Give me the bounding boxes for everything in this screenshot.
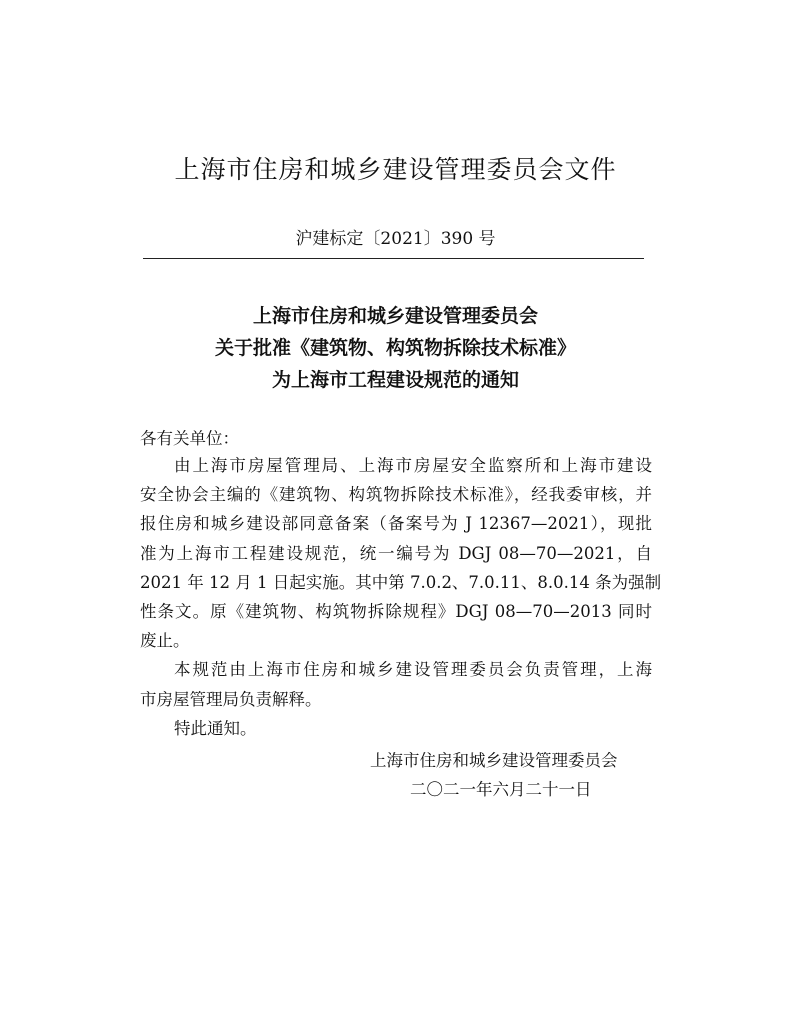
issue-date: 二〇二一年六月二十一日 bbox=[410, 780, 592, 799]
body-line: 本规范由上海市住房和城乡建设管理委员会负责管理，上海 bbox=[174, 660, 652, 680]
header-separator-line bbox=[143, 258, 644, 259]
body-line: 市房屋管理局负责解释。 bbox=[140, 689, 322, 709]
body-line: 报住房和城乡建设部同意备案（备案号为 J 12367—2021），现批 bbox=[140, 514, 652, 534]
notice-body bbox=[140, 451, 662, 743]
notice-title-line: 为上海市工程建设规范的通知 bbox=[271, 369, 519, 391]
body-line: 废止。 bbox=[140, 631, 190, 651]
body-line: 准为上海市工程建设规范，统一编号为 DGJ 08—70—2021，自 bbox=[140, 543, 652, 563]
document-number: 沪建标定〔2021〕390 号 bbox=[295, 229, 496, 249]
body-line: 安全协会主编的《建筑物、构筑物拆除技术标准》，经我委审核，并 bbox=[140, 485, 652, 505]
body-line: 2021 年 12 月 1 日起实施。其中第 7.0.2、7.0.11、8.0.14 条为强制 bbox=[140, 572, 662, 592]
body-line: 性条文。原《建筑物、构筑物拆除规程》DGJ 08—70—2013 同时 bbox=[140, 602, 652, 622]
issuer-signature: 上海市住房和城乡建设管理委员会 bbox=[370, 751, 618, 770]
body-line: 由上海市房屋管理局、上海市房屋安全监察所和上海市建设 bbox=[174, 456, 652, 475]
notice-title-line: 关于批准《建筑物、构筑物拆除技术标准》 bbox=[214, 337, 576, 359]
notice-title-line: 上海市住房和城乡建设管理委员会 bbox=[252, 305, 538, 327]
issuer-header-title: 上海市住房和城乡建设管理委员会文件 bbox=[174, 155, 617, 184]
body-line: 特此通知。 bbox=[174, 718, 257, 738]
notice-title bbox=[0, 300, 791, 396]
salutation: 各有关单位： bbox=[140, 429, 239, 448]
